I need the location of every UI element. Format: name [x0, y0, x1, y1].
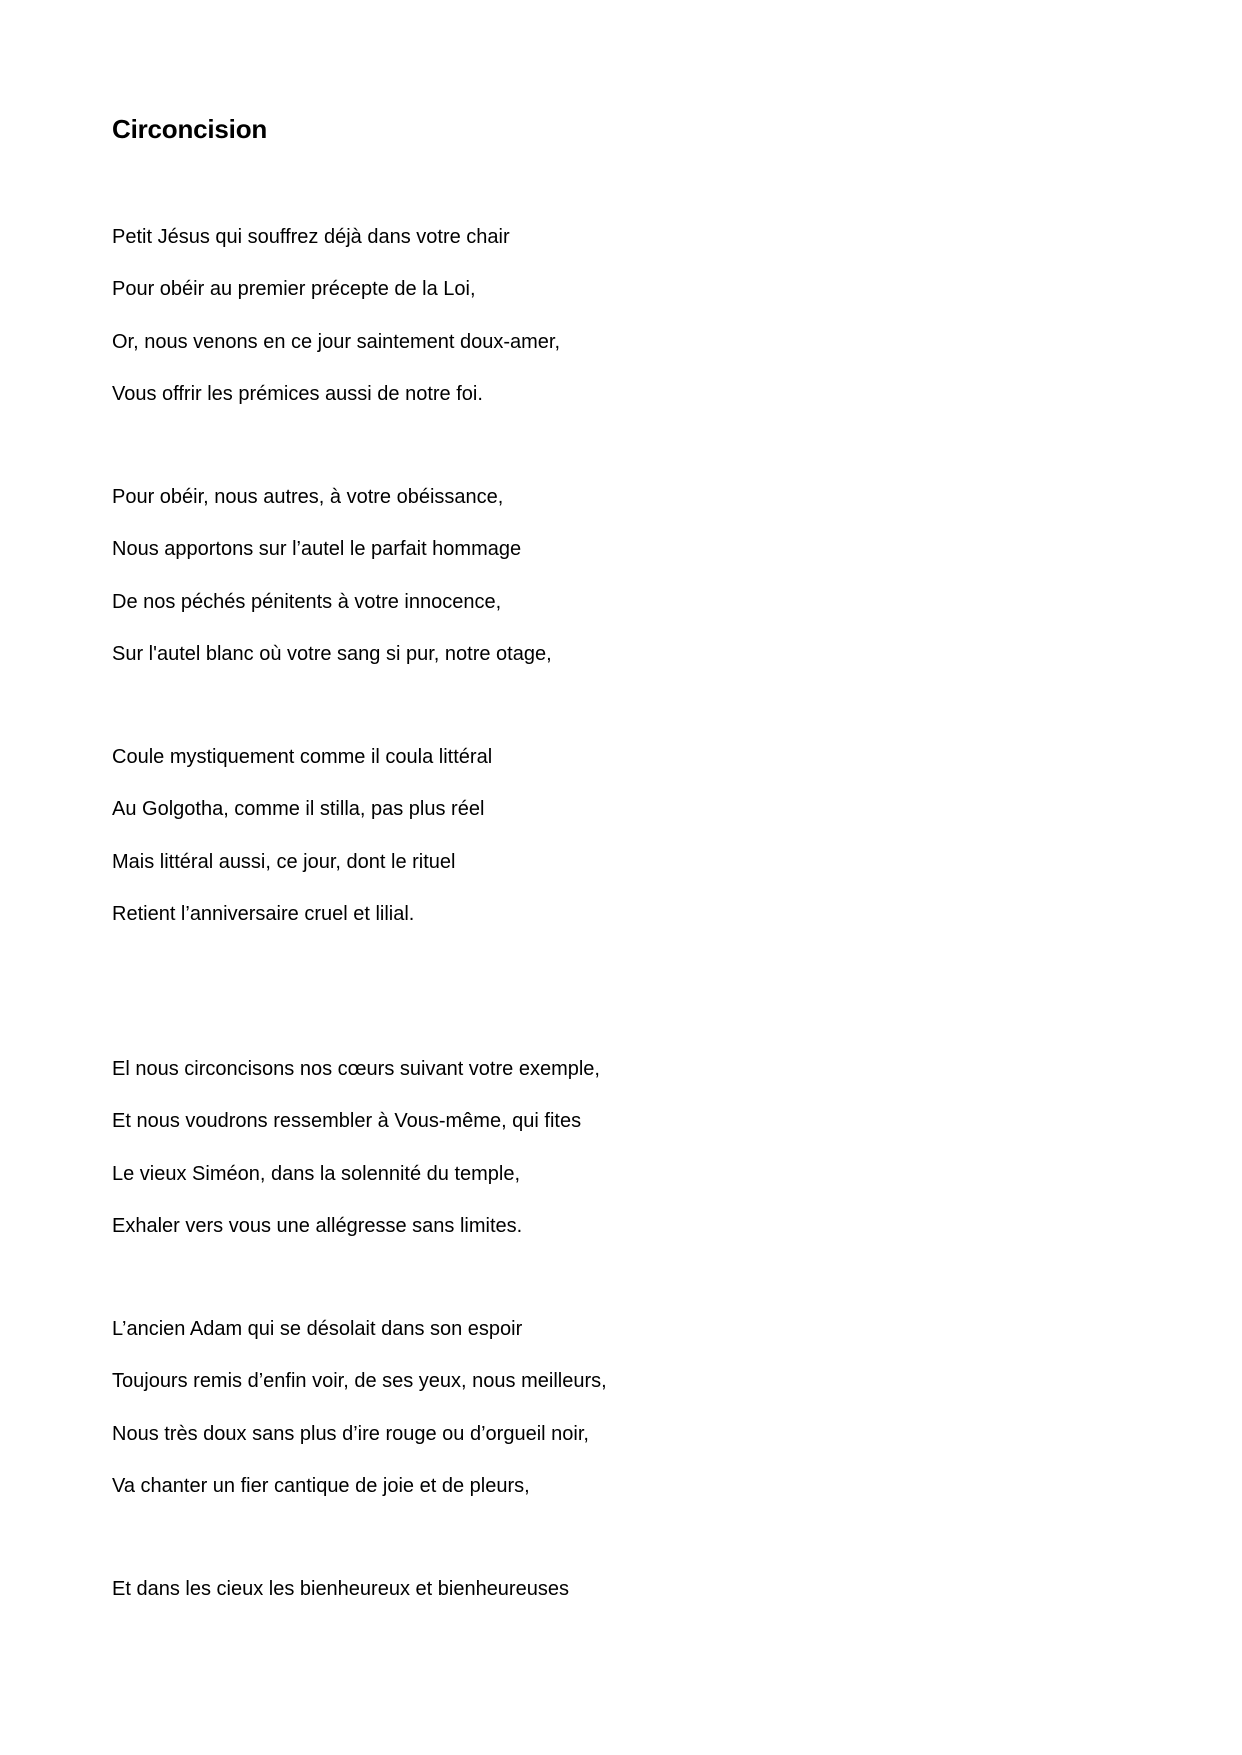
verse-line: El nous circoncisons nos cœurs suivant votre exemple,	[112, 1058, 600, 1080]
stanza-6	[112, 1574, 569, 1626]
stanza-1	[112, 222, 560, 431]
verse-line: Le vieux Siméon, dans la solennité du temple,	[112, 1162, 521, 1185]
verse-line: Retient l’anniversaire cruel et lilial.	[112, 902, 415, 925]
verse-line: Nous apportons sur l’autel le parfait hommage	[112, 538, 522, 561]
verse-line: Exhaler vers vous une allégresse sans limites.	[112, 1214, 523, 1237]
verse-line: Vous offrir les prémices aussi de notre foi.	[112, 382, 483, 405]
verse-line: Sur l'autel blanc où votre sang si pur, notre otage,	[112, 642, 552, 665]
verse-line: Pour obéir au premier précepte de la Loi,	[112, 278, 476, 301]
poem-title: Circoncision	[112, 114, 268, 144]
stanza-5	[112, 1314, 607, 1523]
verse-line: Petit Jésus qui souffrez déjà dans votre chair	[112, 226, 510, 248]
verse-line: Et dans les cieux les bienheureux et bienheureuses	[112, 1578, 569, 1600]
verse-line: Au Golgotha, comme il stilla, pas plus réel	[112, 798, 485, 821]
verse-line: Pour obéir, nous autres, à votre obéissance,	[112, 486, 504, 508]
verse-line: L’ancien Adam qui se désolait dans son espoir	[112, 1318, 523, 1340]
verse-line: Nous très doux sans plus d’ire rouge ou d’orgueil noir,	[112, 1422, 589, 1445]
verse-line: Mais littéral aussi, ce jour, dont le rituel	[112, 850, 456, 873]
verse-line: De nos péchés pénitents à votre innocence,	[112, 590, 502, 613]
stanza-2	[112, 482, 552, 691]
verse-line: Or, nous venons en ce jour saintement doux-amer,	[112, 330, 561, 353]
verse-line: Va chanter un fier cantique de joie et de pleurs,	[112, 1474, 530, 1497]
verse-line: Coule mystiquement comme il coula littéral	[112, 746, 493, 768]
verse-line: Toujours remis d’enfin voir, de ses yeux, nous meilleurs,	[112, 1370, 607, 1393]
stanza-3	[112, 742, 492, 951]
stanza-4	[112, 1054, 600, 1263]
verse-line: Et nous voudrons ressembler à Vous-même, qui fites	[112, 1110, 582, 1133]
